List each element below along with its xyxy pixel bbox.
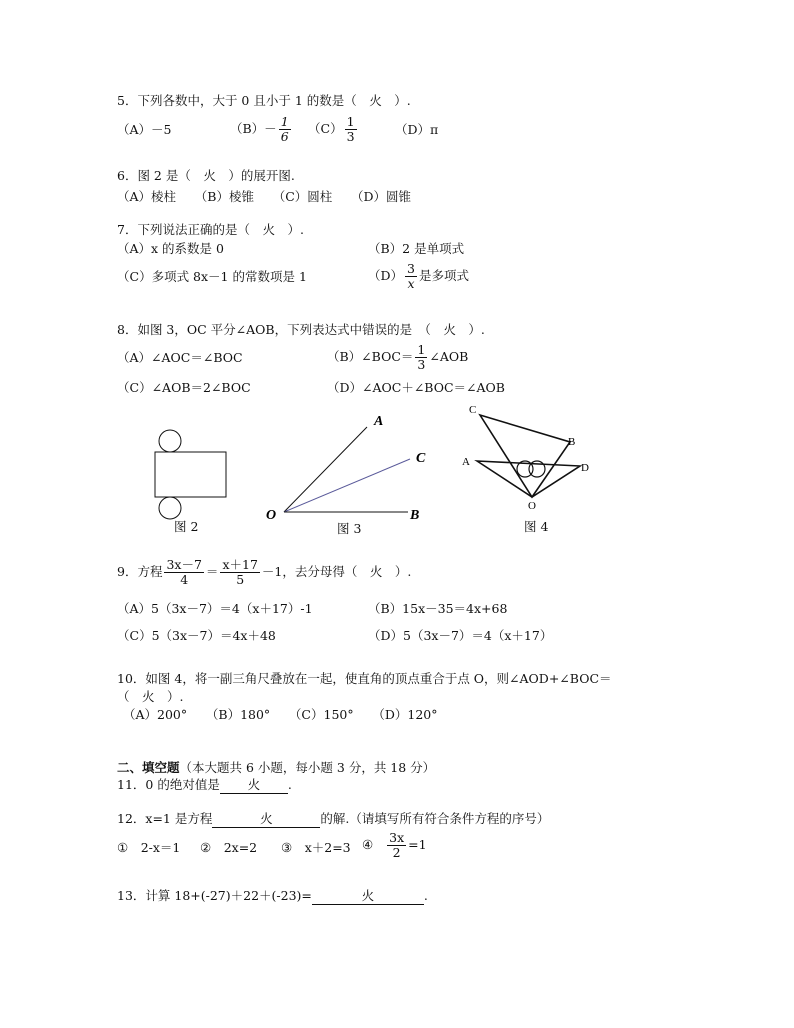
q5-option-c bbox=[308, 115, 359, 144]
q10-stem: 10．如图 4，将一副三角尺叠放在一起，使直角的顶点重合于点 O，则∠AOD+∠BOC＝ bbox=[117, 671, 612, 686]
fraction-denominator: 3 bbox=[346, 129, 355, 144]
figure-4 bbox=[455, 395, 605, 520]
fraction-denominator: 3 bbox=[417, 357, 426, 372]
q8-option-c: （C）∠AOB＝2∠BOC bbox=[117, 380, 251, 395]
fraction-denominator: 6 bbox=[280, 129, 289, 144]
fig4-label-c: C bbox=[469, 404, 477, 416]
q11-answer-blank: 火 bbox=[220, 777, 288, 794]
fraction-denominator: 2 bbox=[392, 845, 401, 860]
q7-option-d bbox=[368, 262, 469, 291]
q5-option-b-fraction bbox=[279, 115, 291, 144]
q9-label: 9．方程 bbox=[117, 564, 163, 579]
q13 bbox=[117, 888, 428, 905]
q12-option-4 bbox=[362, 831, 427, 860]
q7-option-d-fraction bbox=[405, 262, 417, 291]
fig3-label-a: A bbox=[374, 414, 384, 429]
q12-stem: 12．x=1 是方程 bbox=[117, 811, 213, 826]
q9-option-b: （B）15x－35＝4x+68 bbox=[368, 601, 508, 616]
q11-period: . bbox=[287, 777, 292, 792]
q7-option-c: （C）多项式 8x－1 的常数项是 1 bbox=[117, 269, 307, 284]
q8-option-b bbox=[327, 343, 468, 372]
q9-tail: －1，去分母得（ 火 ）. bbox=[261, 564, 412, 579]
fraction-numerator: 3x bbox=[389, 830, 405, 845]
q9-option-c: （C）5（3x－7）＝4x＋48 bbox=[117, 628, 276, 643]
q9-left-fraction bbox=[164, 558, 203, 587]
fraction-numerator: 1 bbox=[346, 114, 355, 129]
fig4-label-b: B bbox=[568, 436, 576, 448]
fig3-label-o: O bbox=[266, 508, 277, 523]
fraction-numerator: 3 bbox=[407, 261, 415, 276]
fraction-numerator: 3x－7 bbox=[166, 557, 202, 572]
fig3-ray-oc bbox=[284, 459, 410, 512]
q9-option-d: （D）5（3x－7）＝4（x＋17） bbox=[368, 628, 553, 643]
q12-option-3: ③ x＋2=3 bbox=[281, 840, 351, 855]
q5-option-c-label: （C） bbox=[308, 121, 343, 136]
q7-stem: 7．下列说法正确的是（ 火 ）. bbox=[117, 222, 304, 237]
q6-options: （A）棱柱 （B）棱锥 （C）圆柱 （D）圆锥 bbox=[117, 189, 412, 204]
figure-3 bbox=[260, 405, 440, 535]
q12-option-1: ① 2-x＝1 bbox=[117, 840, 181, 855]
q5-option-b bbox=[230, 115, 293, 144]
section-2-note: （本大题共 6 小题，每小题 3 分，共 18 分） bbox=[179, 760, 436, 775]
q8-option-b-text: ∠AOB bbox=[429, 349, 469, 364]
q7-option-a: （A）x 的系数是 0 bbox=[117, 241, 224, 256]
fraction-numerator: x＋17 bbox=[222, 557, 258, 572]
fig2-bottom-circle bbox=[159, 497, 181, 519]
q13-period: . bbox=[423, 888, 428, 903]
fig2-rectangle bbox=[155, 452, 226, 497]
fig4-triangle-cob bbox=[480, 415, 570, 497]
q7-option-d-text: 是多项式 bbox=[418, 268, 469, 283]
q5-option-b-label: （B）－ bbox=[230, 121, 277, 136]
fraction-denominator: 5 bbox=[236, 572, 245, 587]
fraction-numerator: 1 bbox=[280, 114, 289, 129]
fraction-denominator: x bbox=[407, 276, 415, 291]
q12-tail: 的解.（请填写所有符合条件方程的序号） bbox=[320, 811, 550, 826]
q12-option-2: ② 2x=2 bbox=[200, 840, 258, 855]
q7-option-b: （B）2 是单项式 bbox=[368, 241, 465, 256]
q10-stem-2: （ 火 ）. bbox=[117, 689, 184, 704]
fig3-label-c: C bbox=[416, 451, 426, 466]
q9-equals: ＝ bbox=[205, 564, 219, 579]
q8-stem: 8．如图 3，OC 平分∠AOB，下列表达式中错误的是 （ 火 ）. bbox=[117, 322, 485, 337]
q12-option-4-tail: =1 bbox=[408, 837, 427, 852]
q5-option-a: （A）－5 bbox=[117, 122, 172, 137]
fig3-ray-oa bbox=[284, 427, 367, 512]
q11-stem: 11．0 的绝对值是 bbox=[117, 777, 220, 792]
q12-answer-blank: 火 bbox=[212, 811, 320, 828]
q9-option-a: （A）5（3x－7）＝4（x＋17）-1 bbox=[117, 601, 313, 616]
q5-option-d: （D）π bbox=[395, 122, 439, 137]
fig4-caption: 图 4 bbox=[524, 519, 549, 534]
fig4-label-a: A bbox=[462, 456, 470, 468]
q13-stem: 13．计算 18+(-27)＋22＋(-23)= bbox=[117, 888, 312, 903]
q8-option-d: （D）∠AOC＋∠BOC＝∠AOB bbox=[327, 380, 505, 395]
q12-option-4-label: ④ bbox=[362, 837, 374, 852]
fraction-numerator: 1 bbox=[417, 342, 426, 357]
q8-option-b-label: （B）∠BOC＝ bbox=[327, 349, 414, 364]
fig2-top-circle bbox=[159, 430, 181, 452]
q5-option-c-fraction bbox=[345, 115, 357, 144]
fig3-label-b: B bbox=[410, 508, 420, 523]
q8-option-a: （A）∠AOC＝∠BOC bbox=[117, 350, 243, 365]
q9-right-fraction bbox=[220, 558, 259, 587]
q13-answer-blank: 火 bbox=[312, 888, 424, 905]
q7-option-d-label: （D） bbox=[368, 268, 404, 283]
section-2-heading: 二、填空题 bbox=[117, 760, 180, 775]
q10-options: （A）200° （B）180° （C）150° （D）120° bbox=[123, 707, 438, 722]
q5-stem: 5．下列各数中，大于 0 且小于 1 的数是（ 火 ）. bbox=[117, 93, 411, 108]
q12 bbox=[117, 811, 549, 828]
fraction-denominator: 4 bbox=[180, 572, 189, 587]
fig4-label-o: O bbox=[528, 500, 536, 512]
q11 bbox=[117, 777, 292, 794]
q6-stem: 6．图 2 是（ 火 ）的展开图. bbox=[117, 168, 295, 183]
fig3-caption: 图 3 bbox=[337, 521, 362, 536]
q9-stem bbox=[117, 558, 411, 587]
q12-option-4-fraction bbox=[387, 831, 406, 860]
fig4-label-d: D bbox=[581, 462, 589, 474]
fig2-caption: 图 2 bbox=[174, 519, 199, 534]
section-2-header bbox=[117, 760, 435, 776]
q8-option-b-fraction bbox=[415, 343, 427, 372]
